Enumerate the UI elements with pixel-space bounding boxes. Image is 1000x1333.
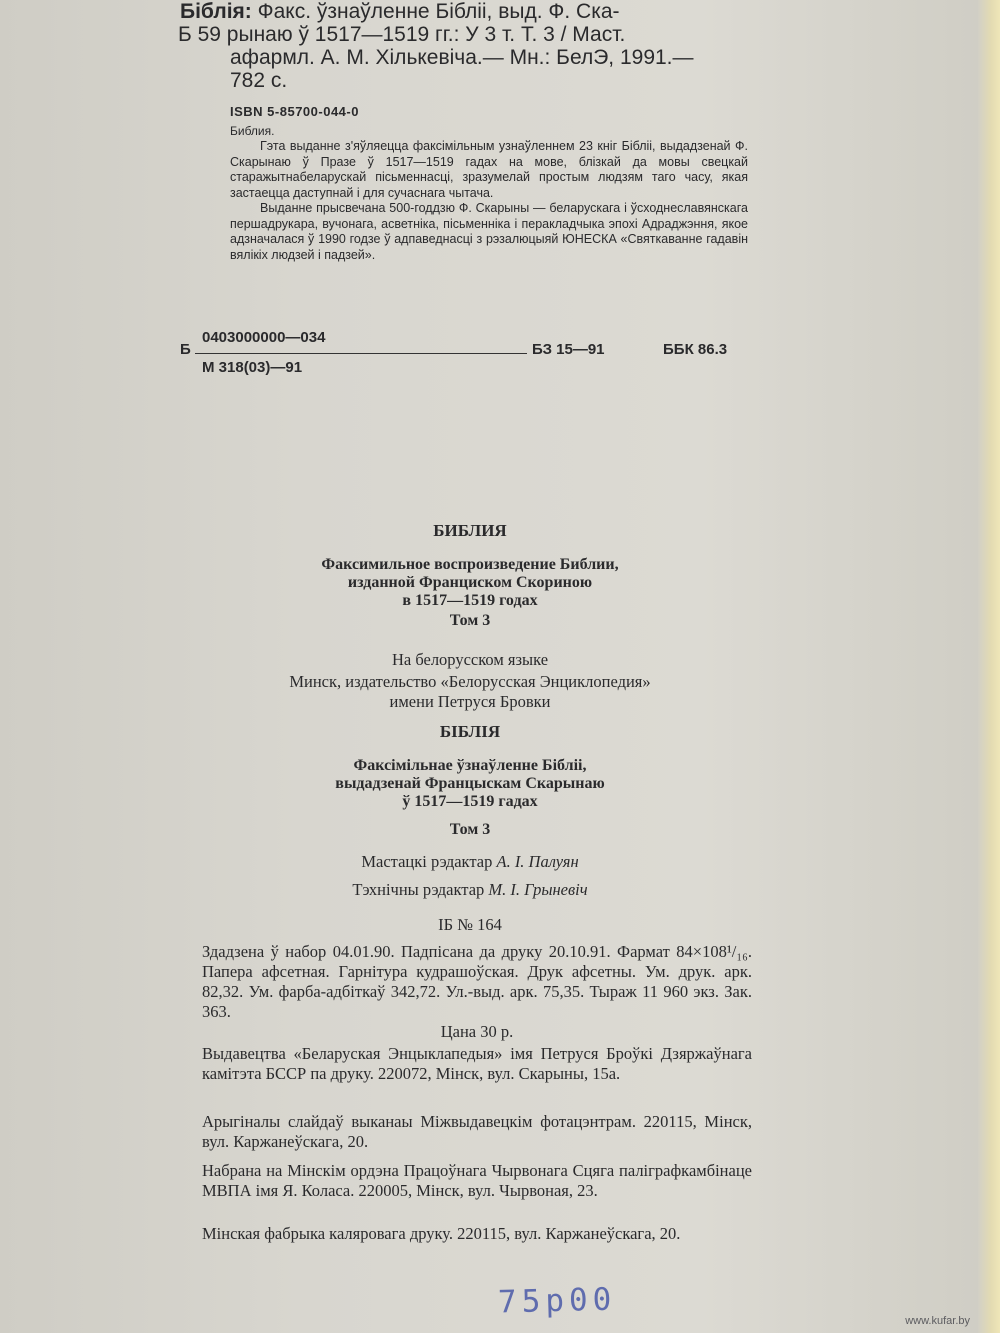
annotation-paragraph: Гэта выданне з'яўляецца факсімільным узнаўленнем 23 кніг Бібліі, выдадзенай Ф. Скарынаю ў Празе ў 1517—1519 гадах на мове, блізкай да мовы свецкай старажытнабеларускай пісьменнасці, зразумелай простым людзям таго часу, якая застаецца даступнай і для сучаснага чытача.: [230, 139, 748, 200]
russian-publisher: [180, 672, 760, 712]
tech-editor-name: М. І. Грыневіч: [488, 880, 588, 899]
class-bz: БЗ 15—91: [532, 341, 605, 358]
catalog-line-4: 782 с.: [230, 69, 288, 92]
russian-subtitle: [180, 556, 760, 610]
catalog-entry: [180, 0, 760, 92]
ib-number: ІБ № 164: [438, 915, 502, 934]
class-numerator: 0403000000—034: [202, 329, 326, 346]
subtitle-line: ў 1517—1519 гадах: [402, 793, 538, 810]
catalog-line-1: Факс. ўзнаўленне Бібліі, выд. Ф. Ска-: [257, 0, 620, 23]
tech-editor: [180, 880, 760, 900]
subtitle-line: Факсимильное воспроизведение Библии,: [321, 556, 619, 573]
fraction-line: [195, 353, 527, 354]
tech-editor-label: Тэхнічны рэдактар: [352, 880, 485, 899]
price-stamp: 75р00: [497, 1281, 617, 1321]
belarusian-subtitle: [180, 757, 760, 811]
subtitle-line: выдадзенай Францыскам Скарынаю: [335, 775, 605, 792]
belarusian-volume: Том 3: [449, 821, 491, 838]
belarusian-title: БІБЛІЯ: [439, 722, 501, 741]
publisher-line: имени Петруся Бровки: [389, 692, 551, 711]
russian-title: БИБЛИЯ: [433, 521, 507, 540]
price: Цана 30 р.: [440, 1022, 514, 1041]
page-edge: [978, 0, 1000, 1333]
subtitle-line: в 1517—1519 годах: [402, 592, 538, 609]
art-editor-name: А. І. Палуян: [496, 852, 579, 871]
factory-credit: Мінская фабрыка каляровага друку. 220115, вул. Каржанеўскага, 20.: [202, 1224, 681, 1243]
annotation: [230, 139, 748, 263]
isbn: ISBN 5-85700-044-0: [230, 104, 359, 119]
print-info: [202, 942, 752, 1042]
typeset-credit: Набрана на Мінскім ордэна Працоўнага Чырвонага Сцяга паліграфкамбінаце МВПА імя Я. Коласа. 220005, Мінск, вул. Чырвоная, 23.: [202, 1161, 752, 1200]
class-denominator: М 318(03)—91: [202, 359, 303, 376]
slides-credit: Арыгіналы слайдаў выканаы Міжвыдавецкім фотацэнтрам. 220115, Мінск, вул. Каржанеўскага, 20.: [202, 1112, 752, 1151]
bbk-code: ББК 86.3: [663, 341, 728, 358]
russian-volume: Том 3: [449, 612, 491, 629]
russian-language: На белорусском языке: [391, 650, 549, 669]
art-editor: [180, 852, 760, 872]
subtitle-line: Факсімільнае ўзнаўленне Бібліі,: [353, 757, 587, 774]
bib-label: Библия.: [230, 124, 275, 138]
publisher-line: Минск, издательство «Белорусская Энциклопедия»: [289, 672, 651, 691]
watermark: www.kufar.by: [905, 1315, 970, 1327]
catalog-line-2: Б 59 рынаю ў 1517—1519 гг.: У 3 т. Т. 3 / Маст.: [178, 23, 626, 46]
print-info-text: Здадзена ў набор 04.01.90. Падпісана да друку 20.10.91. Фармат 84×108¹/₁₆. Папера афсетная. Гарнітура кудрашоўская. Друк афсетны. Ум. друк. арк. 82,32. Ум. фарба-адбіткаў 342,72. Ул.-выд. арк. 75,35. Тыраж 11 960 экз. Зак. 363.: [202, 942, 752, 1021]
publisher-imprint: Выдавецтва «Беларуская Энцыклапедыя» імя Петруся Броўкі Дзяржаўнага камітэта БССР па друку. 220072, Мінск, вул. Скарыны, 15а.: [202, 1044, 752, 1083]
art-editor-label: Мастацкі рэдактар: [361, 852, 493, 871]
subtitle-line: изданной Франциском Скориною: [347, 574, 593, 591]
class-letter: Б: [180, 341, 191, 358]
catalog-line-3: афармл. А. М. Хількевіча.— Мн.: БелЭ, 1991.—: [230, 46, 694, 69]
annotation-paragraph: Выданне прысвечана 500-годдзю Ф. Скарыны — беларускага і ўсходнеславянскага першадрукара, вучонага, асветніка, пісьменніка і перакладчыка эпохі Адраджэння, якое адзначалася ў 1990 годзе ў адпаведнасці з рэзалюцыяй ЮНЕСКА «Святкаванне гадавін вялікіх людзей і падзей».: [230, 201, 748, 262]
catalog-title: Біблія:: [180, 0, 252, 23]
